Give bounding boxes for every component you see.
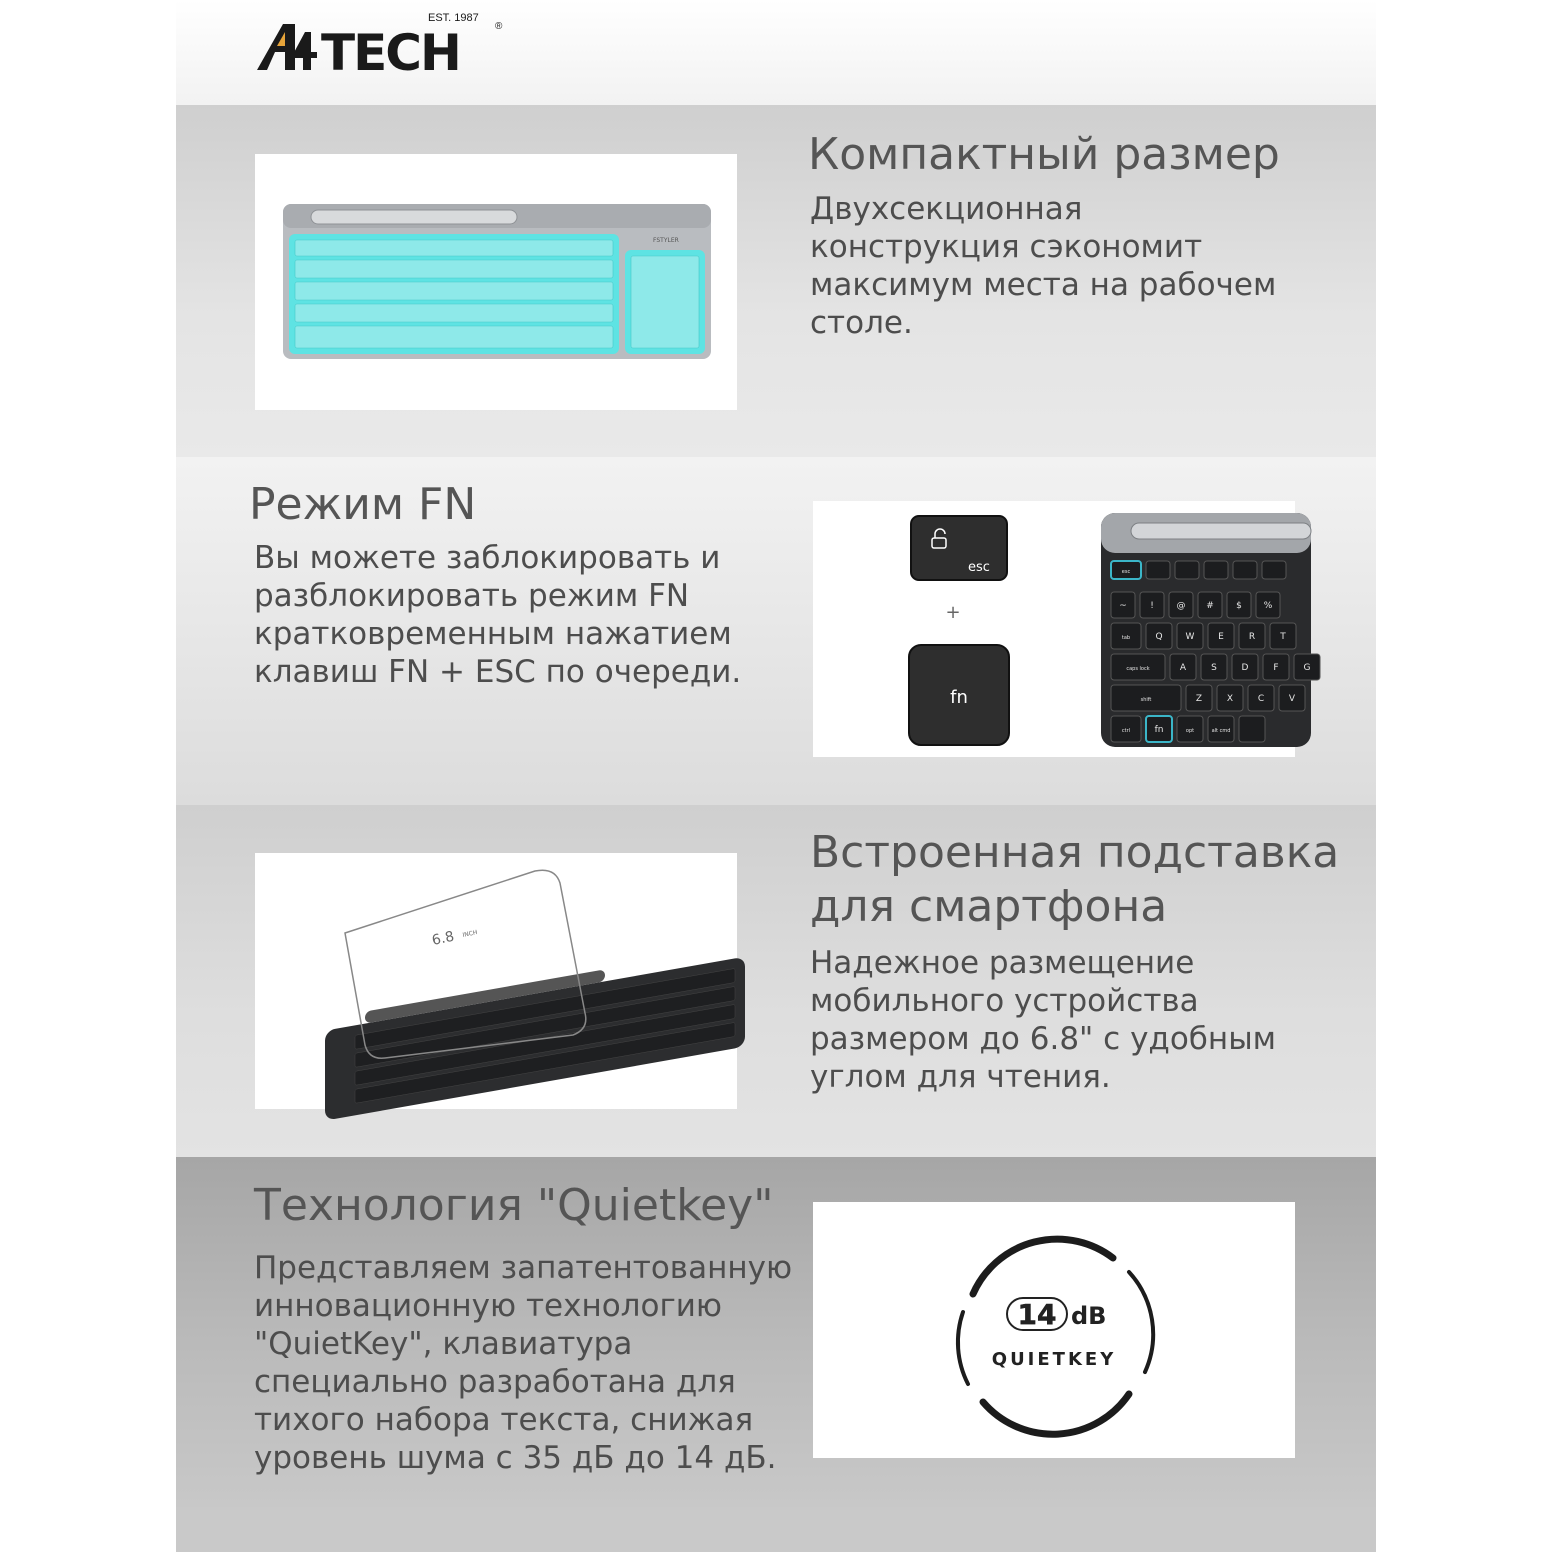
section-description [254, 1249, 792, 1477]
section-compact-size [176, 105, 1376, 457]
keyboard-key-label: % [1263, 601, 1273, 611]
keyboard-key-label: ! [1150, 601, 1154, 611]
section-description [254, 539, 741, 691]
keyboard-key-label: @ [1176, 601, 1186, 611]
quietkey-brand: QUIETKEY [991, 1349, 1117, 1370]
description-line: углом для чтения. [810, 1059, 1111, 1095]
description-line: Надежное размещение [810, 945, 1195, 981]
keyboard-key-label: E [1218, 632, 1224, 642]
description-line: конструкция сэкономит [810, 229, 1203, 265]
description-line: мобильного устройства [810, 983, 1199, 1019]
quietkey-logo-image [813, 1202, 1295, 1458]
a4tech-logo-icon [255, 18, 495, 82]
keyboard-key-label: opt [1185, 728, 1195, 734]
logo-registered: ® [495, 21, 503, 32]
section-description [810, 944, 1276, 1096]
keyboard-key-label: tab [1121, 635, 1131, 641]
description-line: максимум места на рабочем [810, 267, 1277, 303]
section-quietkey [176, 1157, 1376, 1507]
section-title: Технология "Quietkey" [254, 1180, 774, 1231]
keyboard-key-label: Z [1195, 694, 1203, 704]
title-line: Встроенная подставка [810, 827, 1340, 878]
keyboard-key-label: S [1211, 663, 1217, 673]
keyboard-key-label: shift [1140, 697, 1152, 703]
keyboard-key [1175, 561, 1199, 579]
plus-sign: + [945, 602, 961, 623]
keyboard-key [1233, 561, 1257, 579]
compact-keyboard-image [255, 154, 737, 410]
title-line: для смартфона [810, 881, 1168, 932]
keyboard-key-label: V [1288, 694, 1296, 704]
keyboard-key [1146, 561, 1170, 579]
keyboard-key-label: W [1185, 632, 1195, 642]
keyboard-key-label: C [1257, 694, 1265, 704]
esc-key-label: esc [968, 560, 990, 575]
keyboard-key-label: ctrl [1121, 728, 1131, 734]
section-phone-stand [176, 805, 1376, 1157]
keyboard-key-label: Q [1155, 632, 1163, 642]
db-unit: dB [1071, 1302, 1107, 1330]
description-line: Вы можете заблокировать и [254, 540, 721, 576]
fn-key-label: fn [950, 687, 968, 708]
section-title [810, 826, 1339, 934]
keyboard-key-label: ~ [1119, 601, 1127, 611]
description-line: клавиш FN + ESC по очереди. [254, 654, 742, 690]
keyboard-key-label: A [1179, 663, 1187, 673]
db-value: 14 [1017, 1298, 1057, 1331]
keyboard-key-label: esc [1121, 569, 1131, 575]
section-fn-mode [176, 457, 1376, 805]
description-line: Двухсекционная [810, 191, 1083, 227]
keyboard-key-label: $ [1236, 601, 1242, 611]
keyboard-key [1204, 561, 1228, 579]
description-line: тихого набора текста, снижая [254, 1402, 754, 1438]
keyboard-key-label: D [1241, 663, 1249, 673]
fn-esc-keys-image [813, 501, 1311, 757]
brand-logo [255, 18, 495, 83]
description-line: специально разработана для [254, 1364, 736, 1400]
keyboard-key [1239, 716, 1265, 742]
section-title: Режим FN [249, 479, 477, 530]
phone-stand-image [255, 853, 737, 1109]
description-line: инновационную технологию [254, 1288, 722, 1324]
keyboard-key-label: T [1280, 632, 1286, 642]
phone-size-label: 6.8 [430, 928, 456, 949]
logo-est: EST. 1987 [428, 12, 479, 24]
phone-size-unit: INCH [461, 928, 479, 939]
esc-key [911, 516, 1007, 580]
keyboard-key-label: G [1303, 663, 1311, 673]
description-line: уровень шума с 35 дБ до 14 дБ. [254, 1440, 777, 1476]
keyboard-key-label: X [1226, 694, 1234, 704]
keyboard-key-label: alt cmd [1211, 728, 1231, 734]
keyboard-key-label: caps lock [1126, 666, 1150, 672]
description-line: разблокировать режим FN [254, 578, 690, 614]
bottom-strip [176, 1507, 1376, 1552]
svg-text:FSTYLER: FSTYLER [653, 237, 679, 244]
description-line: "QuietKey", клавиатура [254, 1326, 633, 1362]
description-line: Представляем запатентованную [254, 1250, 793, 1286]
description-line: столе. [810, 305, 913, 341]
keyboard-key-label: # [1206, 601, 1214, 611]
section-description [810, 190, 1276, 342]
svg-text:TECH: TECH [321, 24, 460, 82]
keyboard-key [1262, 561, 1286, 579]
description-line: кратковременным нажатием [254, 616, 732, 652]
description-line: размером до 6.8" с удобным [810, 1021, 1277, 1057]
keyboard-key-label: fn [1154, 725, 1164, 735]
quietkey-ring-icon [958, 1239, 1153, 1434]
keyboard-key-label: R [1248, 632, 1256, 642]
keyboard-key-label: F [1273, 663, 1279, 673]
section-title: Компактный размер [808, 129, 1280, 180]
